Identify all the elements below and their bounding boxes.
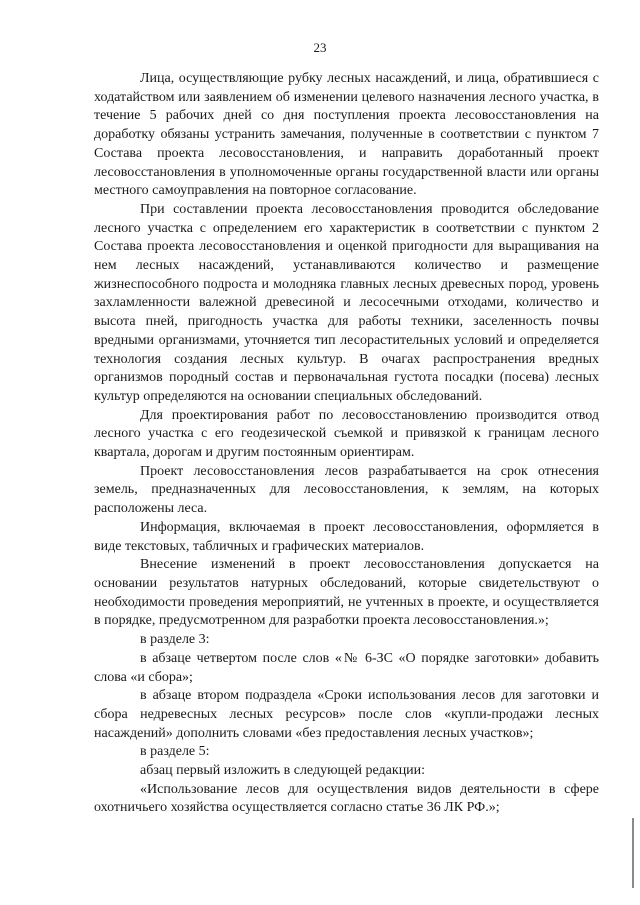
paragraph-2: При составлении проекта лесовосстановления проводится обследование лесного участка с определением его характеристик в соответствии с пунктом 2 Состава проекта лесовосстановления и оценкой пригодности для выращивания на нем лесных насаждений, устанавливаются количество и размещение жизнеспособного подроста и молодняка главных лесных древесных пород, уровень захламленности валежной древесиной и лесосечными отходами, количество и высота пней, пригодность участка для работы техники, заселенность почвы вредными организмами, уточняется тип лесорастительных условий и определяется технология создания лесных культур. В очагах распространения вредных организмов породный состав и первоначальная густота посадки (посева) лесных культур определяются на основании специальных обследований.: [94, 201, 599, 404]
paragraph-12: «Использование лесов для осуществления видов деятельности в сфере охотничьего хозяйства осуществляется согласно статье 36 ЛК РФ.»;: [94, 781, 599, 816]
paragraph-9: в абзаце втором подраздела «Сроки использования лесов для заготовки и сбора недревесных лесных ресурсов» после слов «купли-продажи лесных насаждений» дополнить словами «без предоставления лесных участков»;: [94, 688, 599, 741]
document-body: [94, 70, 599, 818]
scan-edge-mark: [632, 818, 634, 888]
paragraph-4: Проект лесовосстановления лесов разрабатывается на срок отнесения земель, предназначенных для лесовосстановления, к землям, на которых расположены леса.: [94, 463, 599, 517]
paragraph-10: в разделе 5:: [140, 744, 210, 760]
paragraph-6: Внесение изменений в проект лесовосстановления допускается на основании результатов натурных обследований, которые свидетельствуют о необходимости проведения мероприятий, не учтенных в проекте, и осуществляется в порядке, предусмотренном для разработки проекта лесовосстановления.»;: [94, 557, 599, 629]
paragraph-5: Информация, включаемая в проект лесовосстановления, оформляется в виде текстовых, табличных и графических материалов.: [94, 519, 599, 554]
paragraph-8: в абзаце четвертом после слов «№ 6-ЗС «О порядке заготовки» добавить слова «и сбора»;: [94, 650, 599, 685]
paragraph-1: Лица, осуществляющие рубку лесных насаждений, и лица, обратившиеся с ходатайством или заявлением об изменении целевого назначения лесного участка, в течение 5 рабочих дней со дня поступления проекта лесовосстановления на доработку обязаны устранить замечания, полученные в соответствии с пунктом 7 Состава проекта лесовосстановления, и направить доработанный проект лесовосстановления в уполномоченные органы государственной власти или органы местного самоуправления на повторное согласование.: [94, 71, 599, 199]
paragraph-11: абзац первый изложить в следующей редакции:: [140, 763, 426, 779]
paragraph-3: Для проектирования работ по лесовосстановлению производится отвод лесного участка с его геодезической съемкой и привязкой к границам лесного квартала, дорогам и другим постоянным ориентирам.: [94, 407, 599, 461]
paragraph-7: в разделе 3:: [140, 632, 210, 648]
page-number: 23: [313, 40, 327, 55]
